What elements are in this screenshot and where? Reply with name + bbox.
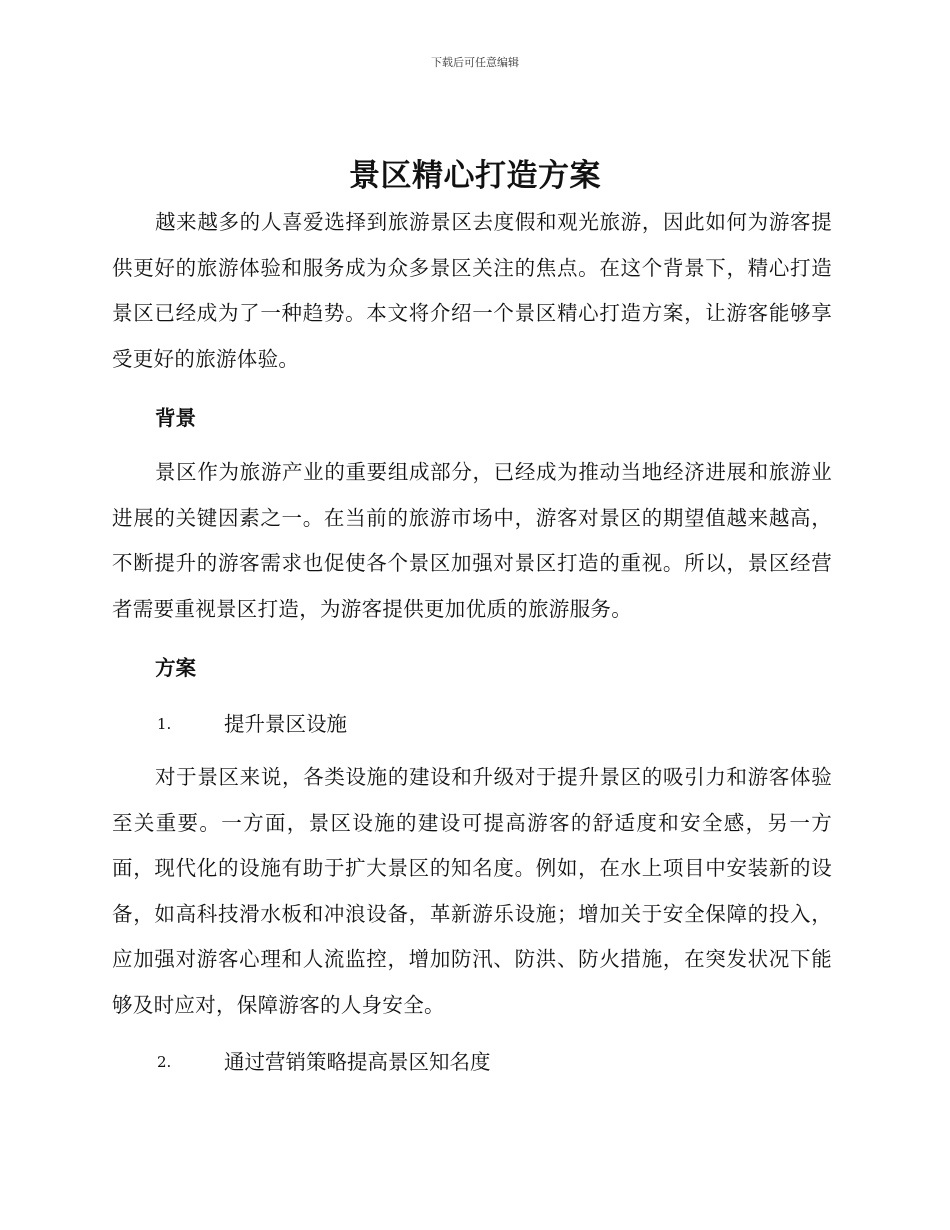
list-item-title: 通过营销策略提高景区知名度 — [224, 1050, 491, 1074]
facilities-paragraph: 对于景区来说，各类设施的建设和升级对于提升景区的吸引力和游客体验至关重要。一方面，景区设施的建设可提高游客的舒适度和安全感，另一方面，现代化的设施有助于扩大景区的知名度。例如，在水上项目中安装新的设备，如高科技滑水板和冲浪设备，革新游乐设施；增加关于安全保障的投入，应加强对游客心理和人流监控，增加防汛、防洪、防火措施，在突发状况下能够及时应对，保障游客的人身安全。 — [112, 765, 832, 1017]
background-paragraph: 景区作为旅游产业的重要组成部分，已经成为推动当地经济进展和旅游业进展的关键因素之一。在当前的旅游市场中，游客对景区的期望值越来越高，不断提升的游客需求也促使各个景区加强对景区打造的重视。所以，景区经营者需要重视景区打造，为游客提供更加优质的旅游服务。 — [112, 460, 832, 621]
document-title: 景区精心打造方案 — [349, 158, 601, 194]
list-number: 1. — [157, 715, 172, 733]
list-number: 2. — [157, 1053, 172, 1071]
plan-list-item-1 — [157, 707, 837, 737]
header-note: 下载后可任意编辑 — [431, 56, 519, 69]
intro-paragraph: 越来越多的人喜爱选择到旅游景区去度假和观光旅游，因此如何为游客提供更好的旅游体验和服务成为众多景区关注的焦点。在这个背景下，精心打造景区已经成为了一种趋势。本文将介绍一个景区精心打造方案，让游客能够享受更好的旅游体验。 — [112, 210, 832, 371]
plan-list-item-2 — [157, 1045, 837, 1075]
section-heading-plan: 方案 — [155, 656, 196, 680]
list-item-title: 提升景区设施 — [224, 712, 347, 736]
section-heading-background: 背景 — [155, 406, 196, 430]
